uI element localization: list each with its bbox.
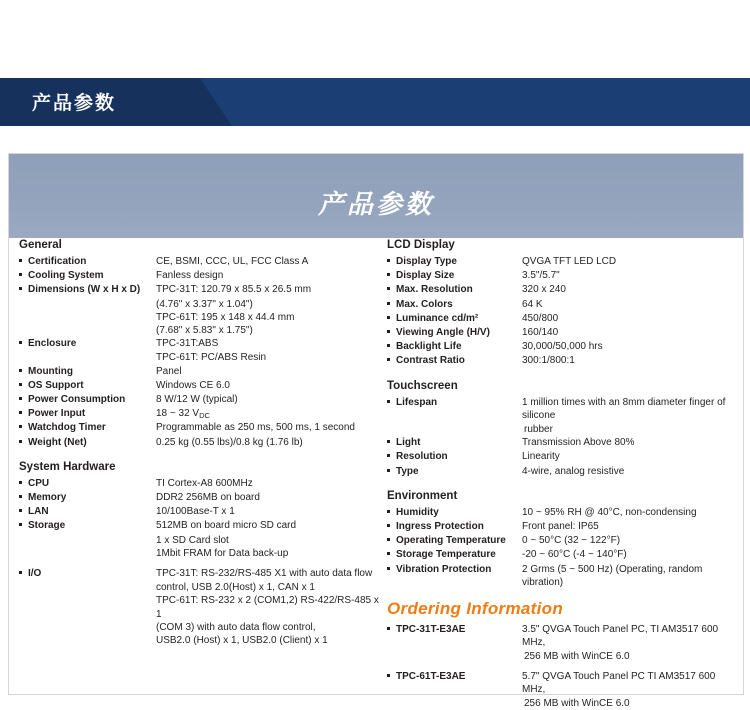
spec-label: Storage Temperature — [396, 549, 496, 561]
spec-row-continuation — [19, 324, 379, 337]
spec-value: 10 ~ 95% RH @ 40°C, non-condensing — [522, 506, 697, 518]
spec-row — [387, 436, 737, 449]
spec-label: Memory — [28, 492, 67, 504]
left-column — [19, 238, 379, 647]
spec-row — [387, 340, 737, 353]
spec-row-continuation — [19, 621, 379, 634]
spec-value: 2 Grms (5 ~ 500 Hz) (Operating, random vibration) — [522, 563, 703, 588]
bullet-icon — [387, 340, 396, 347]
spec-label: Vibration Protection — [396, 563, 492, 575]
spec-row — [19, 269, 379, 282]
spec-label: Cooling System — [28, 270, 104, 282]
spec-label: Storage — [28, 520, 66, 532]
spec-label: Mounting — [28, 365, 73, 377]
spec-value-extra: (COM 3) with auto data flow control, — [156, 621, 316, 633]
spec-row — [387, 465, 737, 478]
spec-value: Front panel: IP65 — [522, 521, 599, 533]
spec-row — [387, 548, 737, 561]
spec-value: Programmable as 250 ms, 500 ms, 1 second — [156, 422, 355, 434]
spec-row-continuation — [19, 351, 379, 364]
spec-row — [387, 623, 737, 649]
spec-row — [387, 670, 737, 696]
bullet-icon — [19, 421, 28, 428]
section-general-rows — [19, 255, 379, 449]
spec-value-extra: TPC-61T: RS-232 x 2 (COM1,2) RS-422/RS-485 x 1 — [156, 595, 379, 620]
spec-value-extra: rubber — [524, 424, 553, 436]
spec-row-continuation — [19, 581, 379, 594]
spec-label: Dimensions (W x H x D) — [28, 284, 141, 296]
spec-label: Power Input — [28, 408, 86, 420]
section-heading-ordering-information: Ordering Information — [387, 599, 563, 619]
bullet-icon — [19, 365, 28, 372]
section-heading-lcd-display: LCD Display — [387, 239, 455, 251]
spec-label: Humidity — [396, 506, 439, 518]
spec-row — [19, 337, 379, 350]
bullet-icon — [387, 269, 396, 276]
spec-row-continuation — [19, 298, 379, 311]
spec-row — [19, 477, 379, 490]
bullet-icon — [387, 283, 396, 290]
bullet-icon — [387, 354, 396, 361]
bullet-icon — [387, 312, 396, 319]
spec-value: 64 K — [522, 298, 543, 310]
bullet-icon — [387, 548, 396, 555]
spec-row — [19, 436, 379, 449]
section-lcd-display-rows — [387, 255, 737, 368]
spec-value: 30,000/50,000 hrs — [522, 341, 603, 353]
spec-row — [387, 354, 737, 367]
spec-value: QVGA TFT LED LCD — [522, 256, 617, 267]
spec-value: Panel — [156, 365, 182, 377]
spec-row-continuation — [19, 634, 379, 647]
spec-row — [19, 505, 379, 518]
bullet-icon — [19, 393, 28, 400]
page-banner — [0, 78, 750, 126]
spec-label: Watchdog Timer — [28, 422, 106, 434]
spec-value: 3.5" QVGA Touch Panel PC, TI AM3517 600 MHz, — [522, 624, 719, 649]
bullet-icon — [19, 436, 28, 443]
spec-row — [19, 283, 379, 296]
spec-row-continuation — [387, 423, 737, 436]
spec-value: 512MB on board micro SD card — [156, 520, 297, 532]
spec-value: 0 ~ 50°C (32 ~ 122°F) — [522, 535, 621, 547]
spec-label: Luminance cd/m² — [396, 312, 479, 324]
spec-label: Viewing Angle (H/V) — [396, 327, 490, 339]
spec-row-continuation — [19, 594, 379, 620]
spec-row — [387, 312, 737, 325]
spec-label: Power Consumption — [28, 394, 126, 406]
spec-row-continuation — [19, 311, 379, 324]
spec-row-continuation — [19, 547, 379, 560]
spec-row — [387, 283, 737, 296]
spec-value: CE, BSMI, CCC, UL, FCC Class A — [156, 256, 309, 267]
spec-row — [19, 393, 379, 406]
bullet-icon — [387, 520, 396, 527]
spec-value: 10/100Base-T x 1 — [156, 506, 235, 518]
spec-label: Resolution — [396, 451, 448, 463]
spec-row-continuation — [387, 650, 737, 663]
bullet-icon — [19, 407, 28, 414]
bullet-icon — [19, 567, 28, 574]
spec-label: CPU — [28, 477, 50, 489]
spec-value: 0.25 kg (0.55 lbs)/0.8 kg (1.76 lb) — [156, 436, 303, 448]
spec-value: TPC-31T:ABS — [156, 338, 219, 350]
spec-value: 300:1/800:1 — [522, 355, 575, 367]
spec-value: Fanless design — [156, 270, 224, 282]
bullet-icon — [387, 670, 396, 677]
section-touchscreen-rows — [387, 396, 737, 478]
spec-value-extra: TPC-61T: PC/ABS Resin — [156, 352, 267, 364]
bullet-icon — [387, 465, 396, 472]
bullet-icon — [19, 269, 28, 276]
bullet-icon — [19, 519, 28, 526]
spec-label: Light — [396, 437, 421, 449]
spec-label: OS Support — [28, 379, 84, 391]
spec-value-extra: control, USB 2.0(Host) x 1, CAN x 1 — [156, 582, 315, 594]
spec-label: Type — [396, 465, 419, 477]
spec-value: 8 W/12 W (typical) — [156, 394, 238, 406]
spec-row — [387, 269, 737, 282]
spec-row — [19, 379, 379, 392]
spec-row — [19, 519, 379, 532]
spec-value-extra: 256 MB with WinCE 6.0 — [524, 651, 630, 663]
spec-row — [19, 255, 379, 268]
spec-label: Lifespan — [396, 396, 438, 408]
spec-value: -20 ~ 60°C (-4 ~ 140°F) — [522, 549, 627, 561]
bullet-icon — [387, 563, 396, 570]
spec-value-extra: (7.68" x 5.83" x 1.75") — [156, 325, 253, 337]
spec-value: Transmission Above 80% — [522, 437, 635, 449]
spec-label: Max. Resolution — [396, 284, 473, 296]
spec-row — [19, 365, 379, 378]
spec-label: Ingress Protection — [396, 521, 484, 533]
bullet-icon — [387, 396, 396, 403]
spec-value: TI Cortex-A8 600MHz — [156, 477, 253, 489]
spec-value-extra: USB2.0 (Host) x 1, USB2.0 (Client) x 1 — [156, 635, 328, 647]
spec-value: 18 ~ 32 $V_{DC}$ — [156, 408, 210, 421]
spec-value: 1 million times with an 8mm diameter finger of silicone — [522, 396, 726, 421]
section-heading-environment: Environment — [387, 489, 458, 502]
bullet-icon — [19, 283, 28, 290]
spec-row — [387, 506, 737, 519]
spec-value-extra: 256 MB with WinCE 6.0 — [524, 698, 630, 710]
bullet-icon — [387, 255, 396, 262]
spec-label: Display Type — [396, 256, 457, 267]
bullet-icon — [19, 337, 28, 344]
spec-value: TPC-31T: 120.79 x 85.5 x 26.5 mm — [156, 284, 312, 296]
spec-row — [387, 298, 737, 311]
bullet-icon — [19, 491, 28, 498]
bullet-icon — [19, 255, 28, 262]
spec-row — [387, 450, 737, 463]
spec-row-continuation — [387, 697, 737, 710]
spec-value: TPC-31T: RS-232/RS-485 X1 with auto data flow — [156, 568, 373, 580]
spec-row — [387, 396, 737, 422]
bullet-icon — [387, 436, 396, 443]
spec-value-extra: TPC-61T: 195 x 148 x 44.4 mm — [156, 311, 295, 323]
section-heading-system-hardware: System Hardware — [19, 460, 116, 473]
spec-label: Weight (Net) — [28, 436, 87, 448]
spec-row — [19, 421, 379, 434]
spec-label: Operating Temperature — [396, 535, 506, 547]
spec-value-extra: (4.76" x 3.37" x 1.04") — [156, 298, 253, 310]
spec-row — [19, 567, 379, 580]
spec-row — [387, 520, 737, 533]
section-heading-general: General — [19, 239, 62, 251]
spec-label: Contrast Ratio — [396, 355, 465, 367]
spec-label: Display Size — [396, 270, 455, 282]
spec-value: Linearity — [522, 451, 560, 463]
spec-label: TPC-61T-E3AE — [396, 670, 466, 682]
spec-row — [19, 491, 379, 504]
spec-label: TPC-31T-E3AE — [396, 624, 466, 636]
section-heading-touchscreen: Touchscreen — [387, 379, 458, 392]
spec-row — [387, 326, 737, 339]
spec-row-continuation — [19, 534, 379, 547]
panel-title: 产品参数 — [317, 189, 434, 219]
spec-value: 160/140 — [522, 327, 559, 339]
spec-value-extra: 1 x SD Card slot — [156, 534, 229, 546]
spec-label: Certification — [28, 256, 87, 267]
section-system-hardware-rows — [19, 477, 379, 647]
section-ordering-rows — [387, 623, 737, 710]
bullet-icon — [19, 379, 28, 386]
bullet-icon — [19, 505, 28, 512]
panel-body — [9, 238, 743, 710]
spec-value: DDR2 256MB on board — [156, 492, 260, 504]
spec-label: Backlight Life — [396, 341, 462, 353]
spec-panel — [8, 153, 744, 710]
bullet-icon — [387, 326, 396, 333]
panel-header — [9, 154, 743, 238]
spec-value-extra: 1Mbit FRAM for Data back-up — [156, 547, 289, 559]
spec-value: 3.5"/5.7" — [522, 270, 560, 282]
spec-value: 5.7" QVGA Touch Panel PC TI AM3517 600 MHz, — [522, 670, 716, 695]
spec-row — [19, 407, 379, 420]
bullet-icon — [387, 534, 396, 541]
bullet-icon — [387, 450, 396, 457]
bullet-icon — [19, 477, 28, 484]
section-environment-rows — [387, 506, 737, 589]
spec-label: LAN — [28, 506, 49, 518]
spec-label: I/O — [28, 568, 42, 580]
spec-value: 320 x 240 — [522, 284, 566, 296]
spec-label: Max. Colors — [396, 298, 453, 310]
right-column — [387, 238, 737, 710]
spec-row — [387, 534, 737, 547]
spec-row — [387, 255, 737, 268]
bullet-icon — [387, 298, 396, 305]
spec-value: 4-wire, analog resistive — [522, 465, 625, 477]
spec-row — [387, 563, 737, 589]
bullet-icon — [387, 506, 396, 513]
spec-value: Windows CE 6.0 — [156, 379, 230, 391]
spec-label: Enclosure — [28, 338, 77, 350]
banner-title: 产品参数 — [32, 93, 117, 114]
bullet-icon — [387, 623, 396, 630]
spec-value: 450/800 — [522, 312, 559, 324]
